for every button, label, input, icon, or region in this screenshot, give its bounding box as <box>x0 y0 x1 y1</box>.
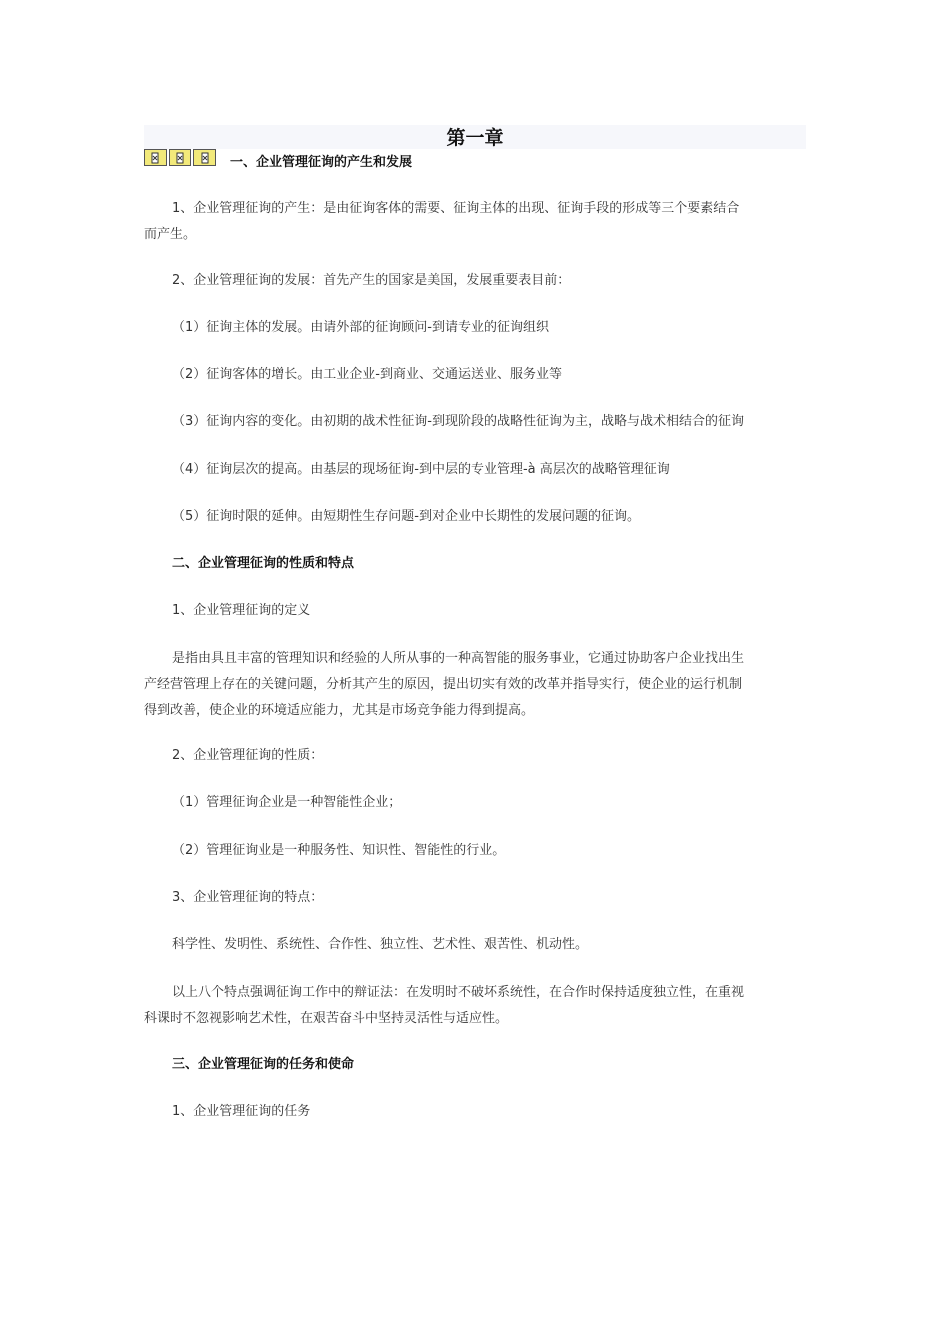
document-icon <box>169 149 192 166</box>
subheading: 1、企业管理征询的定义 <box>172 603 311 618</box>
list-item: （5）征询时限的延伸。由短期性生存问题-到对企业中长期性的发展问题的征询。 <box>172 509 640 524</box>
list-item: （3）征询内容的变化。由初期的战术性征询-到现阶段的战略性征询为主，战略与战术相结合的征询 <box>172 414 744 429</box>
paragraph-line: 而产生。 <box>144 227 197 242</box>
list-item: （1）管理征询企业是一种智能性企业； <box>172 795 402 810</box>
paragraph-line: 得到改善，使企业的环境适应能力，尤其是市场竞争能力得到提高。 <box>144 703 535 718</box>
icon-strip <box>144 149 216 166</box>
list-item: （2）征询客体的增长。由工业企业-到商业、交通运送业、服务业等 <box>172 367 562 382</box>
subheading: 1、企业管理征询的任务 <box>172 1104 311 1119</box>
list-item: （1）征询主体的发展。由请外部的征询顾问-到请专业的征询组织 <box>172 320 549 335</box>
list-item: （2）管理征询业是一种服务性、知识性、智能性的行业。 <box>172 843 506 858</box>
document-icon <box>193 149 216 166</box>
section-heading-1: 一、企业管理征询的产生和发展 <box>230 155 413 170</box>
paragraph-line: 2、企业管理征询的发展：首先产生的国家是美国，发展重要表目前： <box>172 273 571 288</box>
list-item: （4）征询层次的提高。由基层的现场征询-到中层的专业管理-à 高层次的战略管理征询 <box>172 462 670 477</box>
paragraph-line: 以上八个特点强调征询工作中的辩证法：在发明时不破坏系统性，在合作时保持适度独立性，在重视 <box>172 985 745 1000</box>
paragraph-line: 是指由具且丰富的管理知识和经验的人所从事的一种高智能的服务事业，它通过协助客户企业找出生 <box>172 651 745 666</box>
document-icon <box>144 149 167 166</box>
section-heading-3: 三、企业管理征询的任务和使命 <box>172 1057 355 1072</box>
subheading: 3、企业管理征询的特点： <box>172 890 324 905</box>
chapter-title: 第一章 <box>446 127 504 149</box>
paragraph-line: 科学性、发明性、系统性、合作性、独立性、艺术性、艰苦性、机动性。 <box>172 937 589 952</box>
paragraph-line: 科课时不忽视影响艺术性，在艰苦奋斗中坚持灵活性与适应性。 <box>144 1011 509 1026</box>
section-heading-2: 二、企业管理征询的性质和特点 <box>172 556 355 571</box>
paragraph-line: 1、企业管理征询的产生：是由征询客体的需要、征询主体的出现、征询手段的形成等三个要素结合 <box>172 201 740 216</box>
paragraph-line: 产经营管理上存在的关键问题，分析其产生的原因，提出切实有效的改革并指导实行，使企业的运行机制 <box>144 677 743 692</box>
subheading: 2、企业管理征询的性质： <box>172 748 324 763</box>
